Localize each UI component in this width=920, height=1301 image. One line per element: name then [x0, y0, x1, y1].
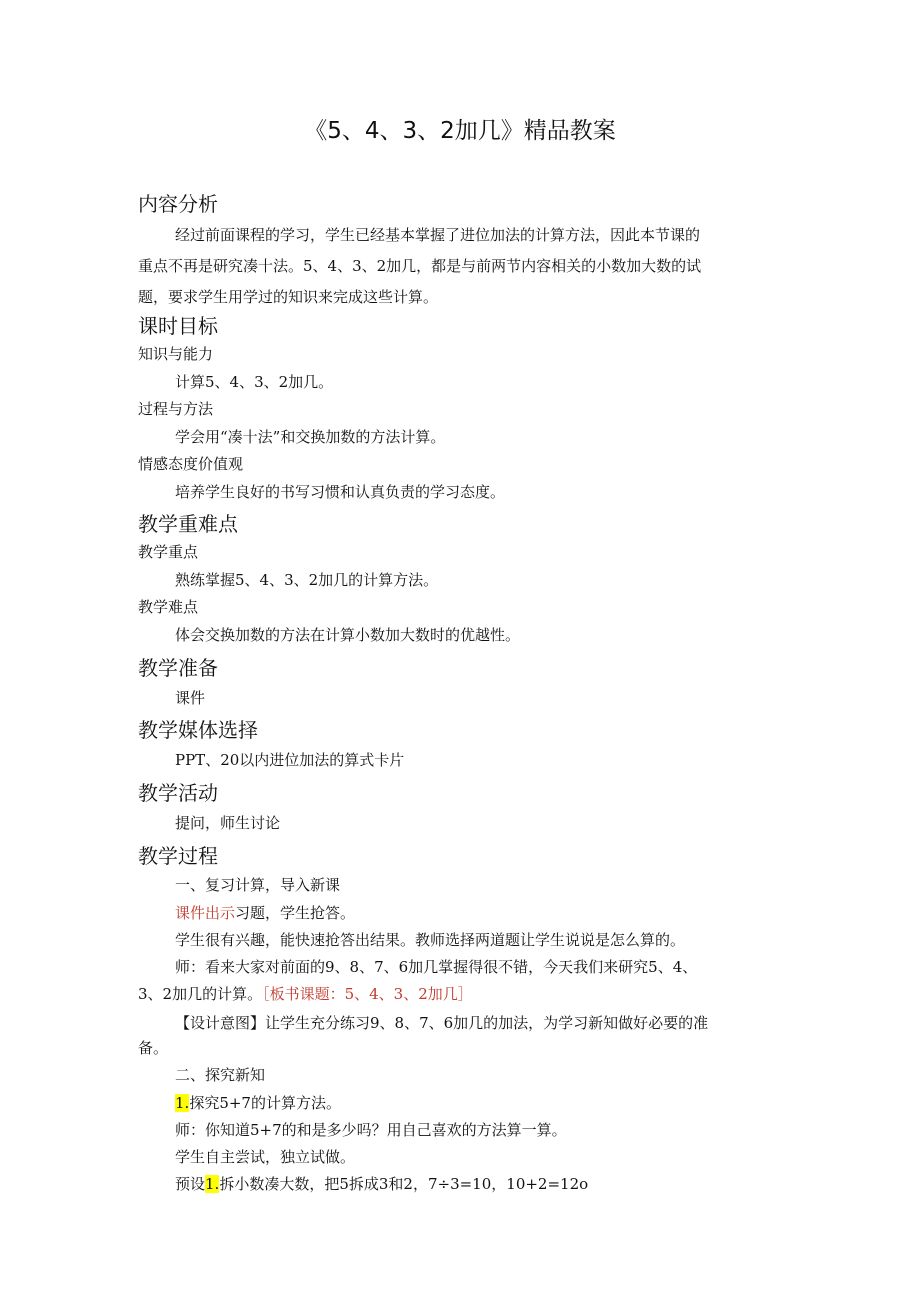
heading-media: 教学媒体选择: [138, 718, 258, 742]
objective-attitude-text: 培养学生良好的书写习惯和认真负责的学习态度。: [175, 483, 506, 501]
objective-attitude-label: 情感态度价值观: [138, 455, 244, 473]
heading-key-points: 教学重难点: [138, 512, 238, 536]
item-1-text: 探究5+7的计算方法。: [189, 1094, 341, 1112]
courseware-line: [175, 903, 355, 923]
heading-activities: 教学活动: [138, 781, 218, 805]
explore-item-1: [175, 1093, 341, 1113]
courseware-rest-text: 习题，学生抢答。: [235, 904, 356, 922]
item-1-number-highlight: 1.: [175, 1094, 190, 1112]
students-line: 学生很有兴趣，能快速抢答出结果。教师选择两道题让学生说说是怎么算的。: [175, 931, 686, 949]
heading-content-analysis: 内容分析: [138, 192, 218, 216]
teacher-line-1: 师：看来大家对前面的9、8、7、6加几掌握得很不错，今天我们来研究5、4、: [175, 958, 698, 976]
preset-number-highlight: 1.: [205, 1175, 220, 1193]
teacher-question: 师：你知道5+7的和是多少吗？用自己喜欢的方法算一算。: [175, 1121, 567, 1139]
objective-process-label: 过程与方法: [138, 400, 214, 418]
procedure-section-1: 一、复习计算，导入新课: [175, 876, 341, 894]
teacher-line-2: [138, 984, 770, 1004]
preset-label: 预设: [175, 1175, 206, 1193]
content-analysis-line-1: 经过前面课程的学习，学生已经基本掌握了进位加法的计算方法，因此本节课的: [175, 226, 701, 244]
objective-knowledge-text: 计算5、4、3、2加几。: [175, 373, 334, 391]
heading-procedure: 教学过程: [138, 844, 218, 868]
design-intent-line-1: 【设计意图】让学生充分练习9、8、7、6加几的加法，为学习新知做好必要的准: [175, 1014, 709, 1032]
difficulty-label: 教学难点: [138, 598, 199, 616]
media-text: PPT、20以内进位加法的算式卡片: [175, 751, 405, 769]
design-intent-line-2: 备。: [138, 1039, 169, 1057]
preset-text: 拆小数凑大数，把5拆成3和2，7÷3=10，10+2=12o: [219, 1175, 589, 1193]
teacher-line-2-text: 3、2加几的计算。: [138, 985, 263, 1003]
student-self-try: 学生自主尝试，独立试做。: [175, 1148, 356, 1166]
objective-knowledge-label: 知识与能力: [138, 345, 214, 363]
activities-text: 提问，师生讨论: [175, 814, 281, 832]
objective-process-text: 学会用“凑十法”和交换加数的方法计算。: [175, 428, 446, 446]
procedure-section-2: 二、探究新知: [175, 1066, 266, 1084]
heading-objectives: 课时目标: [138, 314, 218, 338]
document-title: 《5、4、3、2加几》精品教案: [304, 118, 616, 144]
key-point-label: 教学重点: [138, 543, 199, 561]
difficulty-text: 体会交换加数的方法在计算小数加大数时的优越性。: [175, 626, 521, 644]
content-analysis-line-2: 重点不再是研究凑十法。5、4、3、2加几，都是与前两节内容相关的小数加大数的试: [138, 257, 702, 275]
preset-line: [175, 1174, 588, 1194]
preparation-text: 课件: [175, 689, 206, 707]
key-point-text: 熟练掌握5、4、3、2加几的计算方法。: [175, 571, 439, 589]
courseware-red-text: 课件出示: [175, 904, 236, 922]
content-analysis-line-3: 题，要求学生用学过的知识来完成这些计算。: [138, 288, 439, 306]
board-title-red: ［板书课题：5、4、3、2加几］: [262, 985, 473, 1003]
heading-preparation: 教学准备: [138, 656, 218, 680]
